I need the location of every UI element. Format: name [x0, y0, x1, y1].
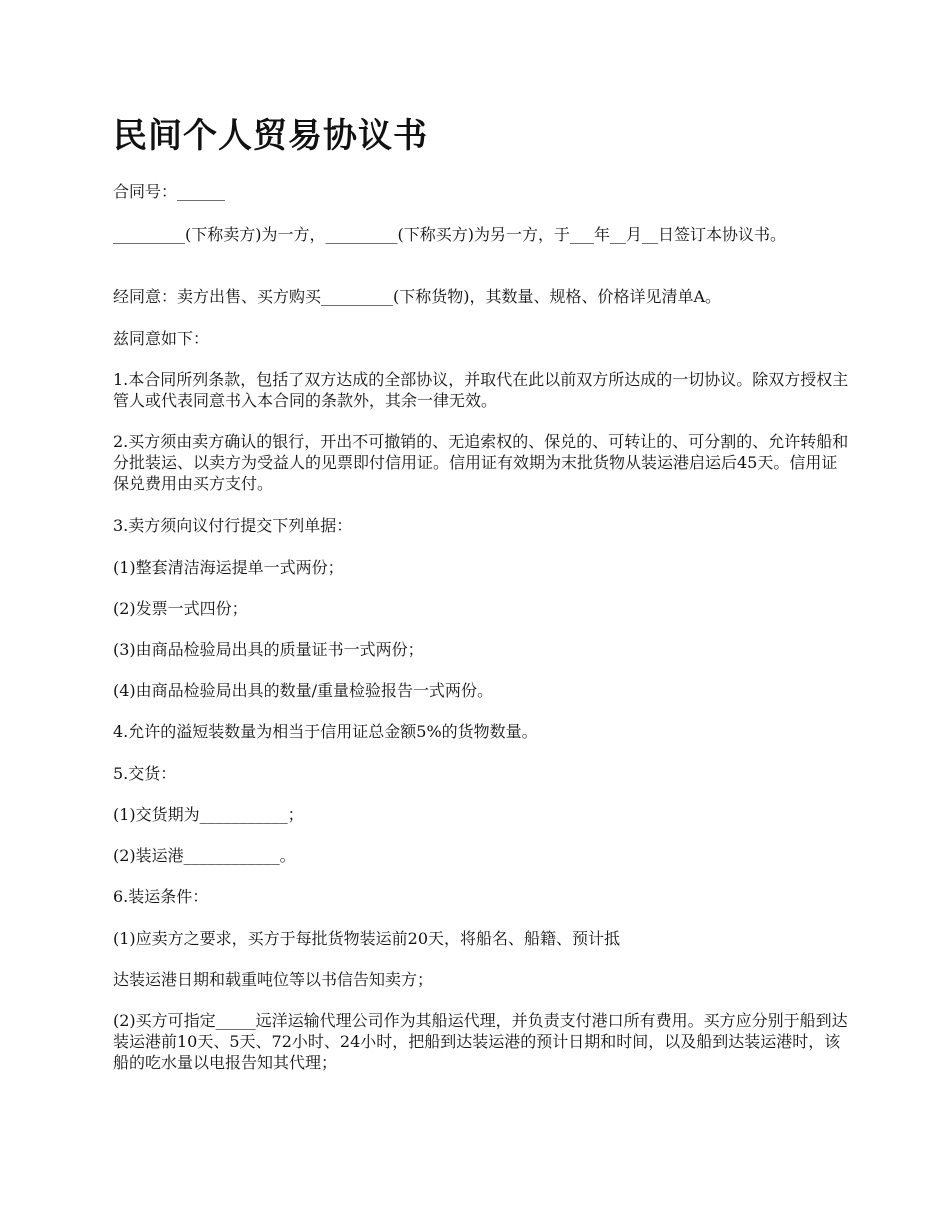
clause-3-item-3: (3)由商品检验局出具的质量证书一式两份；: [113, 640, 424, 659]
parties-paragraph: _________(下称卖方)为一方，_________(下称买方)为另一方，于___年__月__日签订本协议书。: [113, 225, 786, 244]
clause-1: 1.本合同所列条款，包括了双方达成的全部协议，并取代在此以前双方所达成的一切协议。除双方授权主管人或代表同意书入本合同的条款外，其余一律无效。: [113, 370, 849, 410]
clause-5: 5.交货：: [113, 764, 177, 783]
clause-3-item-2: (2)发票一式四份；: [113, 599, 248, 618]
clause-6-item-1: (1)应卖方之要求，买方于每批货物装运前20天，将船名、船籍、预计抵: [113, 929, 621, 948]
clause-5-item-2: (2)装运港____________。: [113, 846, 296, 865]
clause-6: 6.装运条件：: [113, 887, 209, 906]
clause-6-item-1-continued: 达装运港日期和载重吨位等以书信告知卖方；: [113, 970, 434, 989]
clause-3: 3.卖方须向议付行提交下列单据：: [113, 516, 353, 535]
clause-6-item-2: (2)买方可指定_____远洋运输代理公司作为其船运代理，并负责支付港口所有费用。买方应分别于船到达装运港前10天、5天、72小时、24小时，把船到达装运港的预计日期和时间，以及船到达装运港时，该船的吃水量以电报告知其代理；: [113, 1011, 848, 1072]
agreement-paragraph: 经同意：卖方出售、买方购买_________(下称货物)，其数量、规格、价格详见清单A。: [113, 287, 722, 306]
clause-2: 2.买方须由卖方确认的银行，开出不可撤销的、无追索权的、保兑的、可转让的、可分割的、允许转船和分批装运、以卖方为受益人的见票即付信用证。信用证有效期为末批货物从装运港启运后45天。信用证保兑费用由买方支付。: [113, 432, 849, 493]
clause-5-item-1: (1)交货期为___________；: [113, 805, 304, 824]
clause-3-item-1: (1)整套清洁海运提单一式两份；: [113, 558, 344, 577]
clause-3-item-4: (4)由商品检验局出具的数量/重量检验报告一式两份。: [113, 681, 494, 700]
hereby-agree-line: 兹同意如下：: [113, 329, 210, 348]
contract-number-line: 合同号：______: [113, 182, 226, 201]
clause-4: 4.允许的溢短装数量为相当于信用证总金额5%的货物数量。: [113, 722, 538, 741]
document-title: 民间个人贸易协议书: [113, 116, 428, 156]
